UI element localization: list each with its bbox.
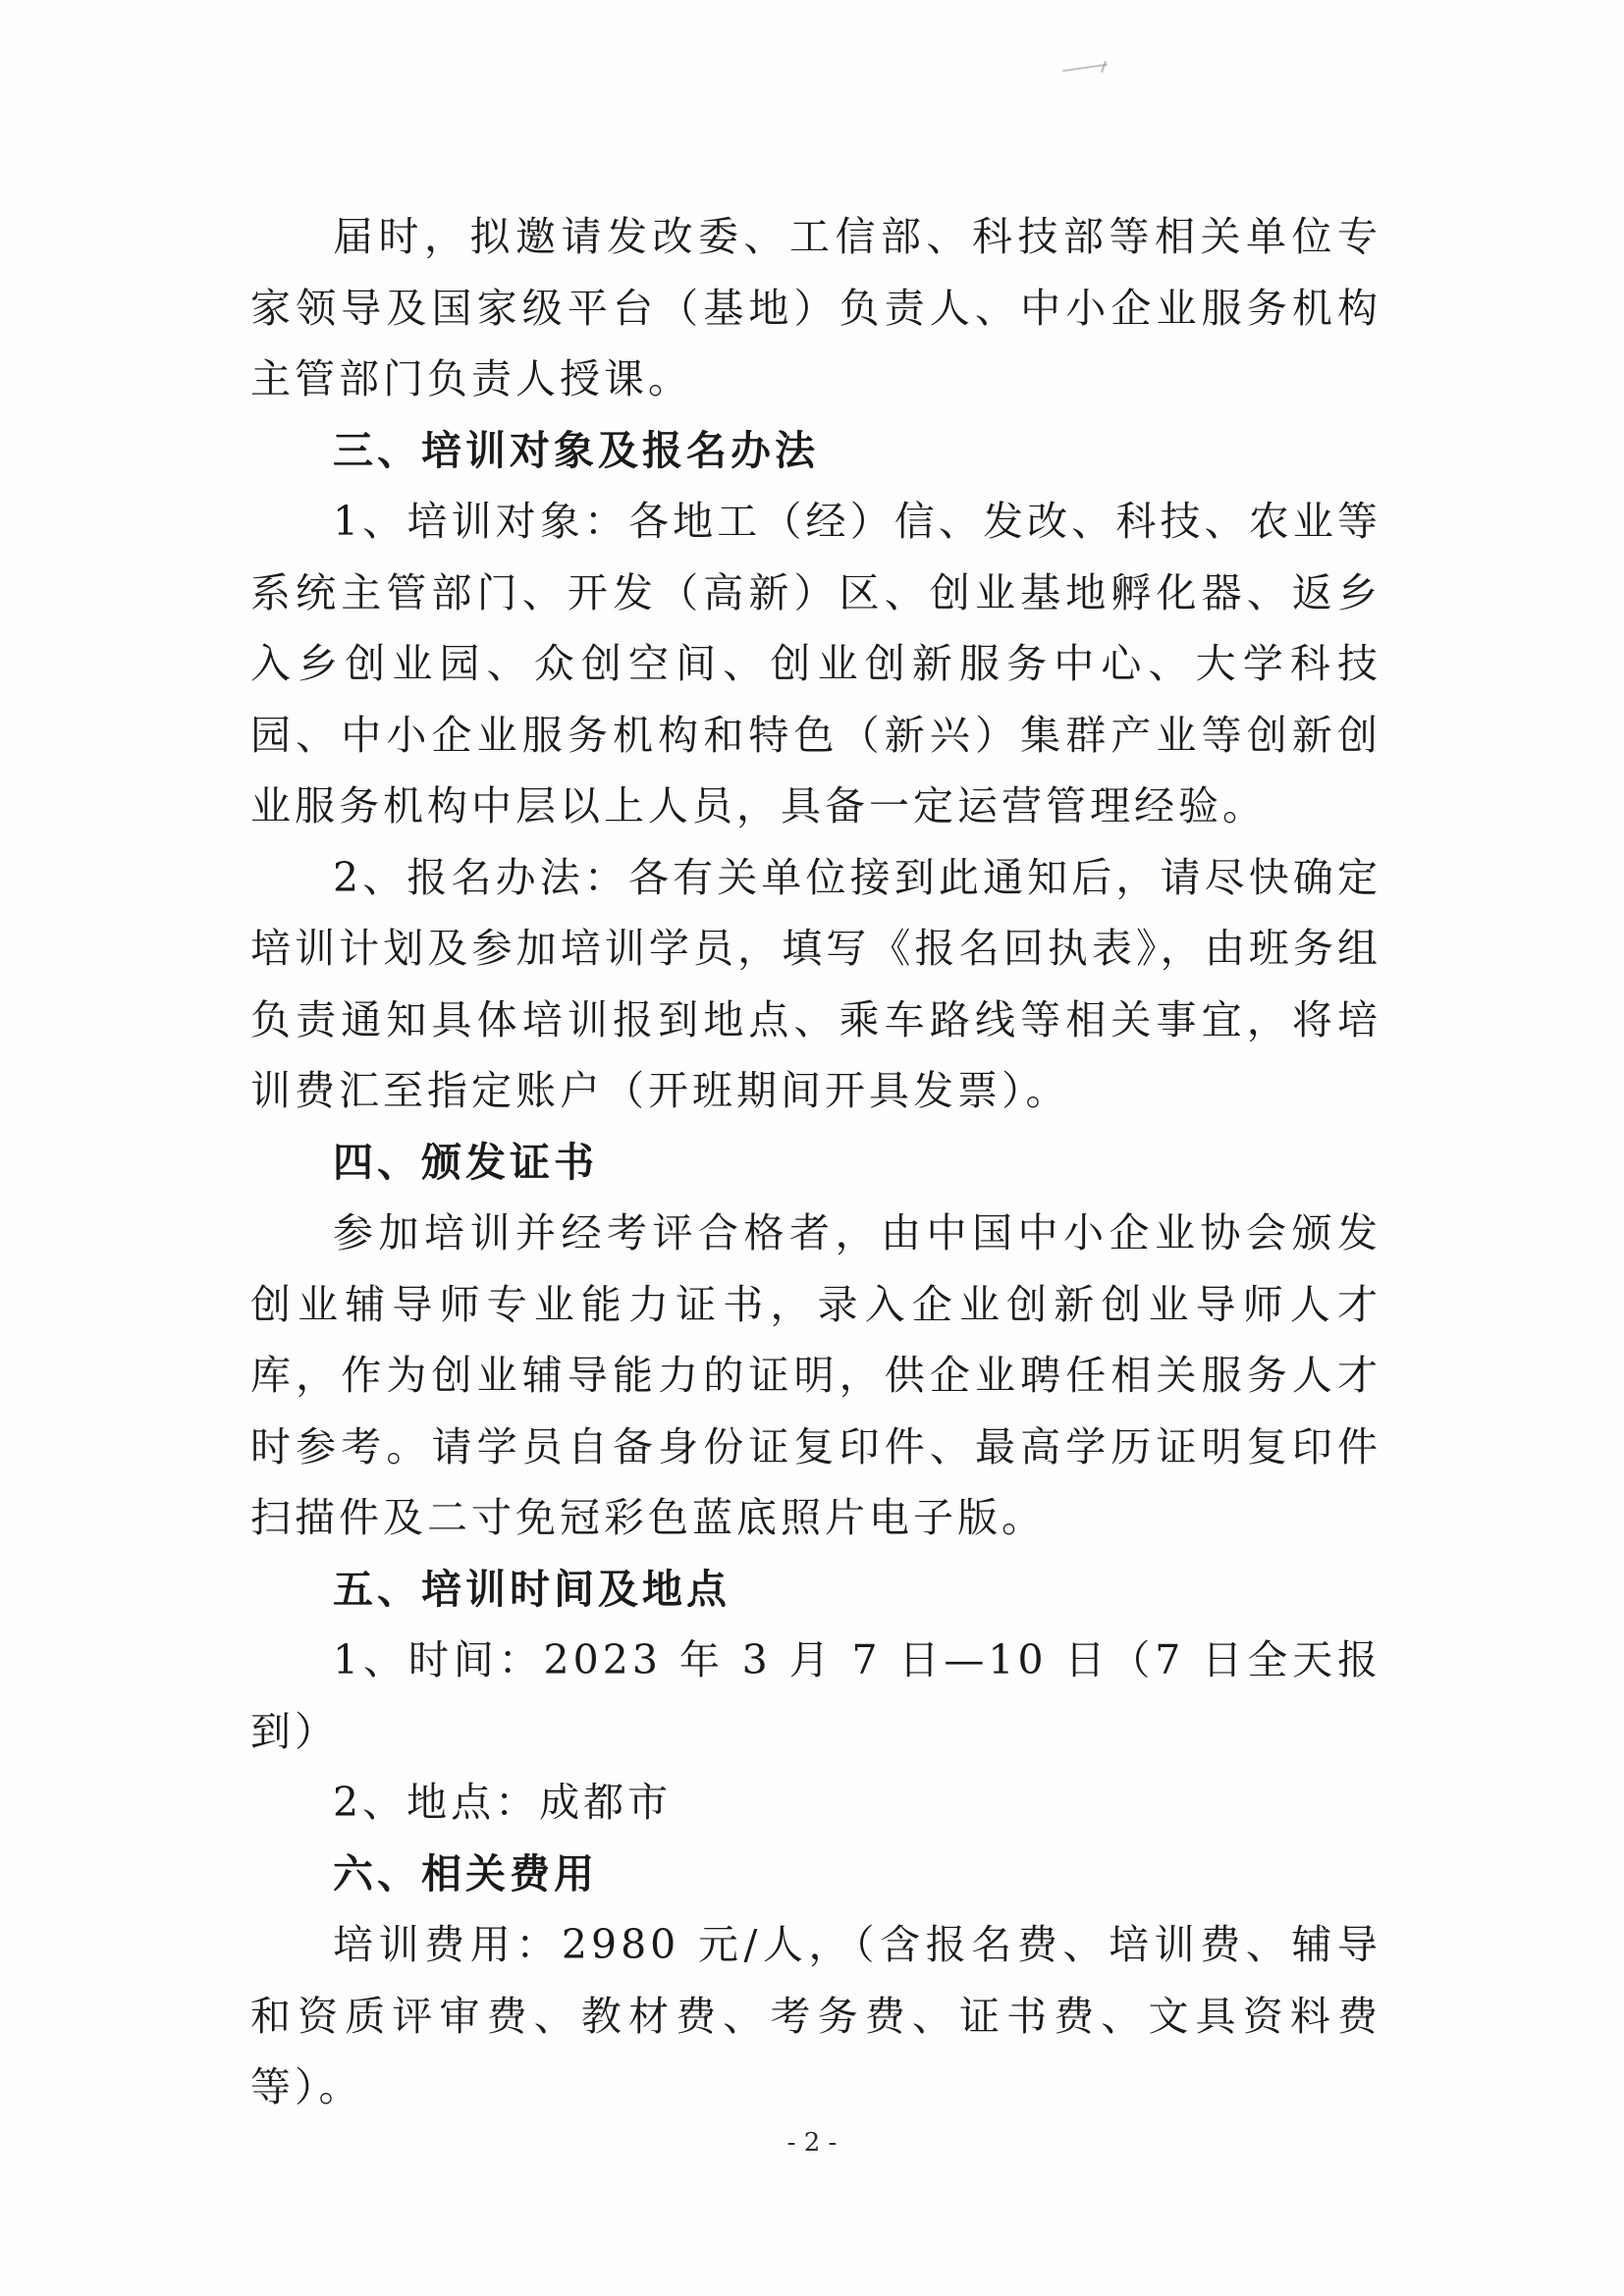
paragraph-lecturers: 届时，拟邀请发改委、工信部、科技部等相关单位专家领导及国家级平台（基地）负责人、中小企业服务机构主管部门负责人授课。: [250, 213, 1381, 402]
section-heading-fees: 六、相关费用: [333, 1849, 598, 1897]
paragraph-fees: 培训费用：2980 元/人，（含报名费、培训费、辅导和资质评审费、教材费、考务费、证书费、文具资料费等）。: [250, 1921, 1381, 2110]
paragraph-certificate: 参加培训并经考评合格者，由中国中小企业协会颁发创业辅导师专业能力证书，录入企业创新创业导师人才库，作为创业辅导能力的证明，供企业聘任相关服务人才时参考。请学员自备身份证复印件、最高学历证明复印件扫描件及二寸免冠彩色蓝底照片电子版。: [250, 1209, 1381, 1541]
page-number: - 2 -: [786, 2128, 838, 2158]
document-body: [250, 201, 1381, 2123]
section-heading-time-location: 五、培训时间及地点: [333, 1565, 731, 1613]
paragraph-location: 2、地点：成都市: [333, 1779, 673, 1826]
paragraph-time: 1、时间：2023 年 3 月 7 日—10 日（7 日全天报到）: [250, 1636, 1381, 1755]
section-heading-certificate: 四、颁发证书: [333, 1138, 598, 1186]
paragraph-registration: 2、报名办法：各有关单位接到此通知后，请尽快确定培训计划及参加培训学员，填写《报名回执表》，由班务组负责通知具体培训报到地点、乘车路线等相关事宜，将培训费汇至指定账户（开班期间开具发票）。: [250, 853, 1381, 1114]
section-heading-trainees-registration: 三、培训对象及报名办法: [333, 426, 819, 474]
paragraph-trainees: 1、培训对象：各地工（经）信、发改、科技、农业等系统主管部门、开发（高新）区、创业基地孵化器、返乡入乡创业园、众创空间、创业创新服务中心、大学科技园、中小企业服务机构和特色（新兴）集群产业等创新创业服务机构中层以上人员，具备一定运营管理经验。: [250, 498, 1381, 829]
scan-artifact: [1101, 61, 1107, 73]
